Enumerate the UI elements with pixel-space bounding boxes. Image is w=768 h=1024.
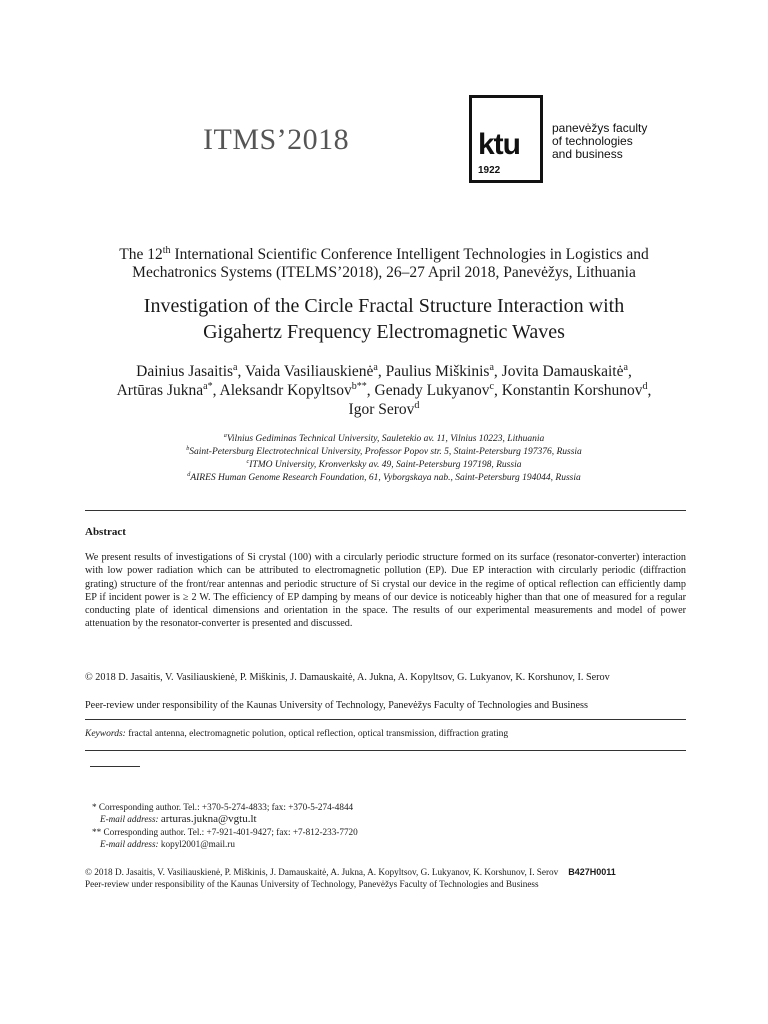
page-footer <box>85 866 686 891</box>
author-list: Dainius Jasaitis$^a$, Vaida Vasiliauskienė$^a$, Paulius Miškinis$^a$, Jovita Damauskaitė$^a$, Artūras Jukna$^{a*}$, Aleksandr Kopyltsov$^{b**}$, Genady Lukyanov$^c$, Konstantin Korshunov$^d$, Igor Serov$^d$ <box>116 361 652 418</box>
author-sup: d <box>642 380 648 392</box>
affiliation-text: ITMO University, Kronverksky av. 49, Saint-Petersburg 197198, Russia <box>249 460 522 470</box>
paper-title-line1: Investigation of the Circle Fractal Structure Interaction with <box>143 295 625 317</box>
logo-line: of technologies <box>552 134 633 148</box>
corresponding-author-2: ** Corresponding author. Tel.: +7-921-401-9427; fax: +7-812-233-7720 <box>92 826 358 837</box>
ktu-logo <box>469 95 543 183</box>
abstract-peer-review: Peer-review under responsibility of the Kaunas University of Technology, Panevėžys Faculty of Technologies and Business <box>85 700 588 711</box>
logo-ktu-text: ktu <box>478 128 520 161</box>
keywords-label: Keywords: <box>85 729 126 739</box>
conference-line2: Mechatronics Systems (ITELMS’2018), 26–27 April 2018, Panevėžys, Lithuania <box>132 264 636 281</box>
affiliations <box>130 433 638 485</box>
author-name: Dainius Jasaitis <box>136 363 234 380</box>
conference-description <box>100 246 668 282</box>
author-name: Paulius Miškinis <box>385 363 490 380</box>
affiliation-text: Vilnius Gediminas Technical University, Sauletekio av. 11, Vilnius 10223, Lithuania <box>226 434 545 444</box>
affiliation-sup: b <box>186 445 190 452</box>
keywords-bottom-rule <box>85 750 686 751</box>
author-name: Artūras Jukna <box>116 382 204 399</box>
affiliation <box>130 446 638 459</box>
author-name: Igor Serov <box>348 401 415 418</box>
author-name: Vaida Vasiliauskienė <box>245 363 374 380</box>
keywords-top-rule <box>85 719 686 720</box>
author-sup: a <box>233 361 238 373</box>
footnotes <box>92 801 358 850</box>
logo-faculty-name <box>552 122 647 161</box>
keywords <box>85 728 686 741</box>
affiliation-text: Saint-Petersburg Electrotechnical University, Professor Popov str. 5, Staint-Petersburg 197376, Russia <box>189 447 582 457</box>
affiliation-sup: a <box>223 432 227 439</box>
paper-title-line2: Gigahertz Frequency Electromagnetic Waves <box>203 321 565 343</box>
abstract-heading: Abstract <box>85 526 126 538</box>
email-link[interactable]: kopyl2001@mail.ru <box>160 838 235 849</box>
author-sup: d <box>414 399 420 411</box>
author-name: Aleksandr Kopyltsov <box>219 382 352 399</box>
author-name: Genady Lukyanov <box>374 382 490 399</box>
logo-line: and business <box>552 147 623 161</box>
affiliation <box>130 472 638 485</box>
author-sup: a <box>373 361 378 373</box>
footer-peer-review: Peer-review under responsibility of the Kaunas University of Technology, Panevėžys Faculty of Technologies and Business <box>85 879 539 890</box>
affiliation-sup: c <box>246 458 250 465</box>
logo-line: panevėžys faculty <box>552 121 648 135</box>
paper-title <box>90 293 678 345</box>
affiliation <box>130 433 638 446</box>
author-name: Konstantin Korshunov <box>501 382 643 399</box>
author-sup: a <box>623 361 628 373</box>
logo-year: 1922 <box>478 165 501 176</box>
affiliation-sup: d <box>187 471 191 478</box>
conference-line1-post: International Scientific Conference Intelligent Technologies in Logistics and <box>170 246 649 263</box>
keywords-text: fractal antenna, electromagnetic polution, optical reflection, optical transmission, diffraction grating <box>128 729 509 739</box>
email-label: E-mail address: <box>100 814 159 825</box>
author-sup: a <box>489 361 494 373</box>
footer-copyright: © 2018 D. Jasaitis, V. Vasiliauskienė, P. Miškinis, J. Damauskaitė, A. Jukna, A. Kopyltsov, G. Lukyanov, K. Korshunov, I. Serov <box>85 867 559 877</box>
affiliation <box>130 459 638 472</box>
footnote-rule <box>90 766 140 767</box>
email-label: E-mail address: <box>100 838 159 849</box>
conference-short-title: ITMS’2018 <box>203 123 350 156</box>
footer-code: B427H0011 <box>568 867 616 877</box>
email-link[interactable]: arturas.jukna@vgtu.lt <box>160 813 257 826</box>
author-sup: c <box>489 380 494 392</box>
conference-line1-sup: th <box>162 244 171 256</box>
conference-line1-pre: The 12 <box>119 246 163 263</box>
author-name: Jovita Damauskaitė <box>501 363 624 380</box>
author-sup: a* <box>203 380 213 392</box>
abstract-body: We present results of investigations of Si crystal (100) with a circularly periodic structure formed on its surface (resonator-converter) interaction with low power radiation which can be attributed to electromagnetic pollution (EP). Due EP interaction with circularly periodic (diffraction grating) structure of the front/rear antennas and periodic structure of Si crystal our device in the regime of optical reflection can efficiently damp EP if incident power is ≥ 2 W. The efficiency of EP damping by means of our device is noticeably higher than that one of measured for a regular conducting plate of identical dimensions and orientation in the space. The results of our experimental measurements and model of power attenuation by the resonator-converter is presented and discussed. <box>85 552 686 630</box>
author-sup: b** <box>351 380 367 392</box>
corresponding-author-1: * Corresponding author. Tel.: +370-5-274-4833; fax: +370-5-274-4844 <box>92 802 354 812</box>
abstract-copyright: © 2018 D. Jasaitis, V. Vasiliauskienė, P. Miškinis, J. Damauskaitė, A. Jukna, A. Kopyltsov, G. Lukyanov, K. Korshunov, I. Serov <box>85 672 610 683</box>
abstract-top-rule <box>85 510 686 511</box>
affiliation-text: AIRES Human Genome Research Foundation, 61, Vyborgskaya nab., Saint-Petersburg 194044, Russia <box>190 473 581 483</box>
